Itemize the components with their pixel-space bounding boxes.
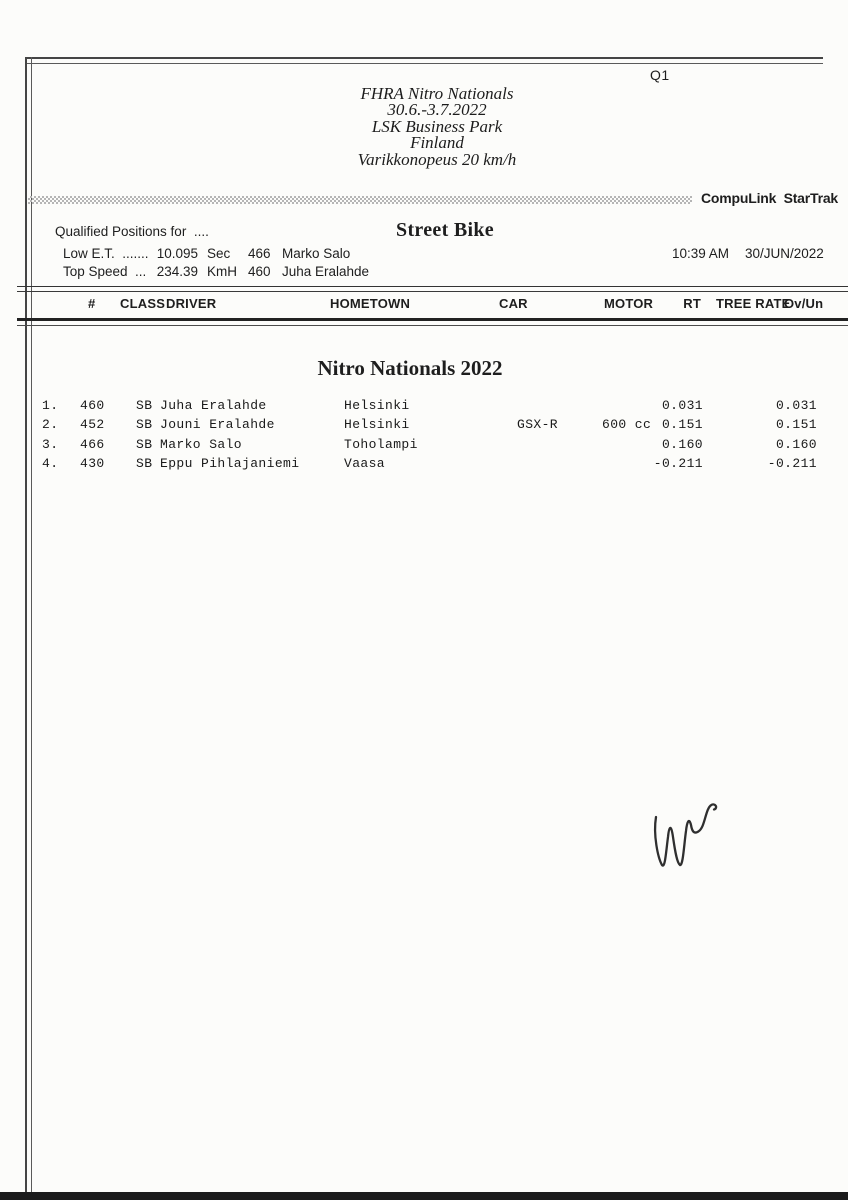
row-ov-un: 0.151	[775, 417, 817, 432]
row-position: 4.	[42, 456, 59, 471]
column-header-pos: #	[88, 296, 96, 311]
row-class: SB	[136, 398, 153, 413]
row-position: 1.	[42, 398, 59, 413]
top-speed-bike-number: 460	[248, 264, 271, 279]
row-ov-un: 0.160	[775, 437, 817, 452]
timing-system-brand: CompuLink StarTrak	[701, 190, 839, 206]
row-position: 3.	[42, 437, 59, 452]
header-separator-top	[17, 286, 848, 292]
row-hometown: Toholampi	[344, 437, 418, 452]
page-top-border-line	[25, 57, 823, 64]
row-position: 2.	[42, 417, 59, 432]
scan-bottom-bar	[0, 1192, 848, 1200]
column-header-rt: RT	[683, 296, 701, 311]
header-separator-bottom	[17, 318, 848, 326]
signature-scribble-icon	[645, 795, 725, 890]
event-venue: LSK Business Park	[371, 116, 503, 136]
low-et-bike-number: 466	[248, 246, 271, 261]
row-rt: 0.151	[661, 417, 703, 432]
results-section-title: Nitro Nationals 2022	[317, 356, 503, 380]
dotted-separator-band	[28, 196, 692, 204]
column-header-car: CAR	[499, 296, 528, 311]
row-motor: 600 cc	[602, 417, 652, 432]
top-speed-value: 234.39	[156, 264, 198, 279]
row-hometown: Helsinki	[344, 417, 410, 432]
row-rt: 0.160	[661, 437, 703, 452]
class-title: Street Bike	[396, 219, 494, 241]
row-number: 452	[80, 417, 105, 432]
row-driver: Juha Eralahde	[160, 398, 267, 413]
column-header-ov-un: Ov/Un	[784, 296, 824, 311]
event-dates: 30.6.-3.7.2022	[387, 100, 487, 120]
row-ov-un: 0.031	[775, 398, 817, 413]
page-left-border-line	[25, 57, 32, 1200]
low-et-value: 10.095	[156, 246, 198, 261]
low-et-driver: Marko Salo	[282, 246, 351, 261]
top-speed-driver: Juha Eralahde	[282, 264, 370, 279]
column-header-driver: DRIVER	[166, 296, 217, 311]
event-title: FHRA Nitro Nationals	[360, 84, 514, 103]
row-ov-un: -0.211	[767, 456, 817, 471]
session-label: Q1	[650, 67, 670, 83]
qualifying-heading: Qualified Positions for ....	[55, 224, 209, 239]
row-number: 460	[80, 398, 105, 413]
column-header-hometown: HOMETOWN	[330, 296, 411, 311]
row-rt: 0.031	[661, 398, 703, 413]
row-hometown: Helsinki	[344, 398, 410, 413]
event-speed-note: Varikkonopeus 20 km/h	[357, 149, 517, 169]
row-driver: Eppu Pihlajaniemi	[160, 456, 300, 471]
event-country: Finland	[410, 133, 464, 153]
column-header-class: CLASS	[120, 296, 166, 311]
low-et-unit: Sec	[207, 246, 231, 261]
low-et-label: Low E.T. .......	[63, 246, 149, 261]
row-class: SB	[136, 437, 153, 452]
row-rt: -0.211	[653, 456, 703, 471]
column-header-motor: MOTOR	[604, 296, 654, 311]
row-hometown: Vaasa	[344, 456, 386, 471]
row-car: GSX-R	[517, 417, 559, 432]
top-speed-unit: KmH	[207, 264, 237, 279]
row-class: SB	[136, 417, 153, 432]
row-class: SB	[136, 456, 153, 471]
printed-time: 10:39 AM	[672, 246, 730, 261]
row-driver: Jouni Eralahde	[160, 417, 275, 432]
row-number: 466	[80, 437, 105, 452]
row-number: 430	[80, 456, 105, 471]
column-header-tree-rate: TREE RATE	[716, 296, 791, 311]
printed-date: 30/JUN/2022	[745, 246, 824, 261]
event-header	[27, 86, 847, 168]
row-driver: Marko Salo	[160, 437, 243, 452]
top-speed-label: Top Speed ...	[63, 264, 147, 279]
